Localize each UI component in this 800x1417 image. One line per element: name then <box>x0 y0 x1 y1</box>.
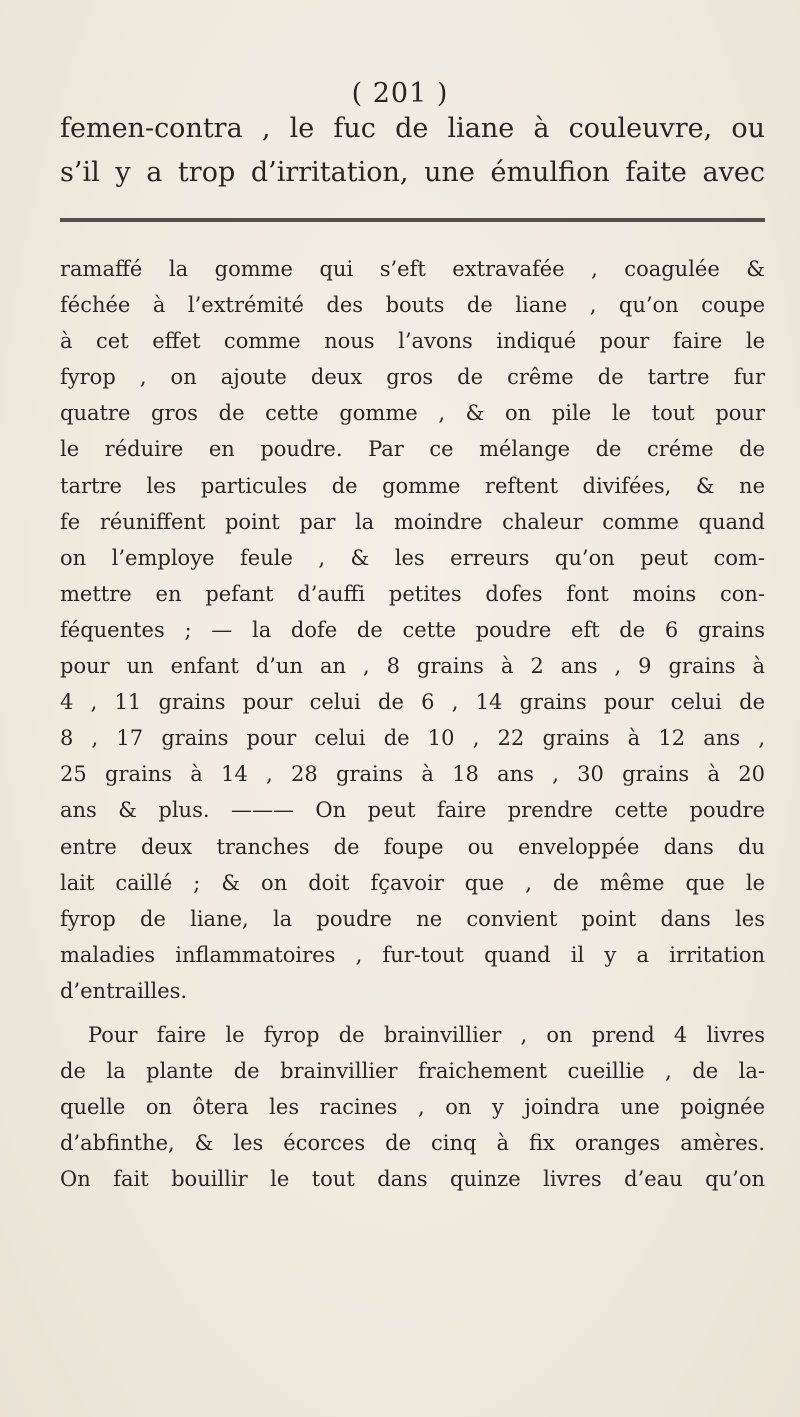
text-line: tartre les particules de gomme reftent divifées, & ne <box>60 473 765 498</box>
text-line: ans & plus. ——— On peut faire prendre cette poudre <box>60 798 765 823</box>
text-line: féchée à l’extrémité des bouts de liane , qu’on coupe <box>60 293 765 318</box>
paragraph-gap <box>60 1009 765 1017</box>
body-text <box>60 251 765 1197</box>
text-line: 25 grains à 14 , 28 grains à 18 ans , 30 grains à 20 <box>60 762 765 787</box>
text-line: féquentes ; — la dofe de cette poudre eft de 6 grains <box>60 617 765 642</box>
text-line: de la plante de brainvillier fraichement cueillie , de la- <box>60 1059 765 1084</box>
text-line: pour un enfant d’un an , 8 grains à 2 ans , 9 grains à <box>60 654 765 679</box>
text-line: à cet effet comme nous l’avons indiqué pour faire le <box>60 329 765 354</box>
horizontal-rule <box>60 218 765 222</box>
text-line: entre deux tranches de foupe ou enveloppée dans du <box>60 834 765 859</box>
text-line: d’entrailles. <box>60 978 188 1003</box>
text-line: mettre en pefant d’auffi petites dofes font moins con- <box>60 581 765 606</box>
text-line: quatre gros de cette gomme , & on pile le tout pour <box>60 401 765 426</box>
paragraph-1 <box>60 251 765 1009</box>
text-line: fyrop , on ajoute deux gros de crême de tartre fur <box>60 365 765 390</box>
text-line: maladies inflammatoires , fur-tout quand il y a irritation <box>60 942 765 967</box>
text-line: quelle on ôtera les racines , on y joindra une poignée <box>60 1095 765 1120</box>
page-number: ( 201 ) <box>351 78 449 109</box>
text-line: ramaffé la gomme qui s’eft extravafée , coagulée & <box>60 257 765 281</box>
text-line: 8 , 17 grains pour celui de 10 , 22 grains à 12 ans , <box>60 726 765 751</box>
text-line: On fait bouillir le tout dans quinze livres d’eau qu’on <box>60 1167 765 1192</box>
text-line: 4 , 11 grains pour celui de 6 , 14 grains pour celui de <box>60 690 765 715</box>
text-line: Pour faire le fyrop de brainvillier , on prend 4 livres <box>88 1022 765 1047</box>
header-line-2: s’il y a trop d’irritation, une émulfion faite avec <box>60 157 765 188</box>
text-line: d’abfinthe, & les écorces de cinq à fix oranges amères. <box>60 1131 765 1156</box>
paragraph-2 <box>60 1017 765 1197</box>
text-line: fe réuniffent point par la moindre chaleur comme quand <box>60 509 765 534</box>
text-line: le réduire en poudre. Par ce mélange de créme de <box>60 437 765 462</box>
text-line: fyrop de liane, la poudre ne convient point dans les <box>60 906 765 931</box>
header-line-1: femen-contra , le fuc de liane à couleuvre, ou <box>60 113 765 144</box>
text-line: lait caillé ; & on doit fçavoir que , de même que le <box>60 870 765 895</box>
text-line: on l’employe feule , & les erreurs qu’on peut com- <box>60 545 765 570</box>
